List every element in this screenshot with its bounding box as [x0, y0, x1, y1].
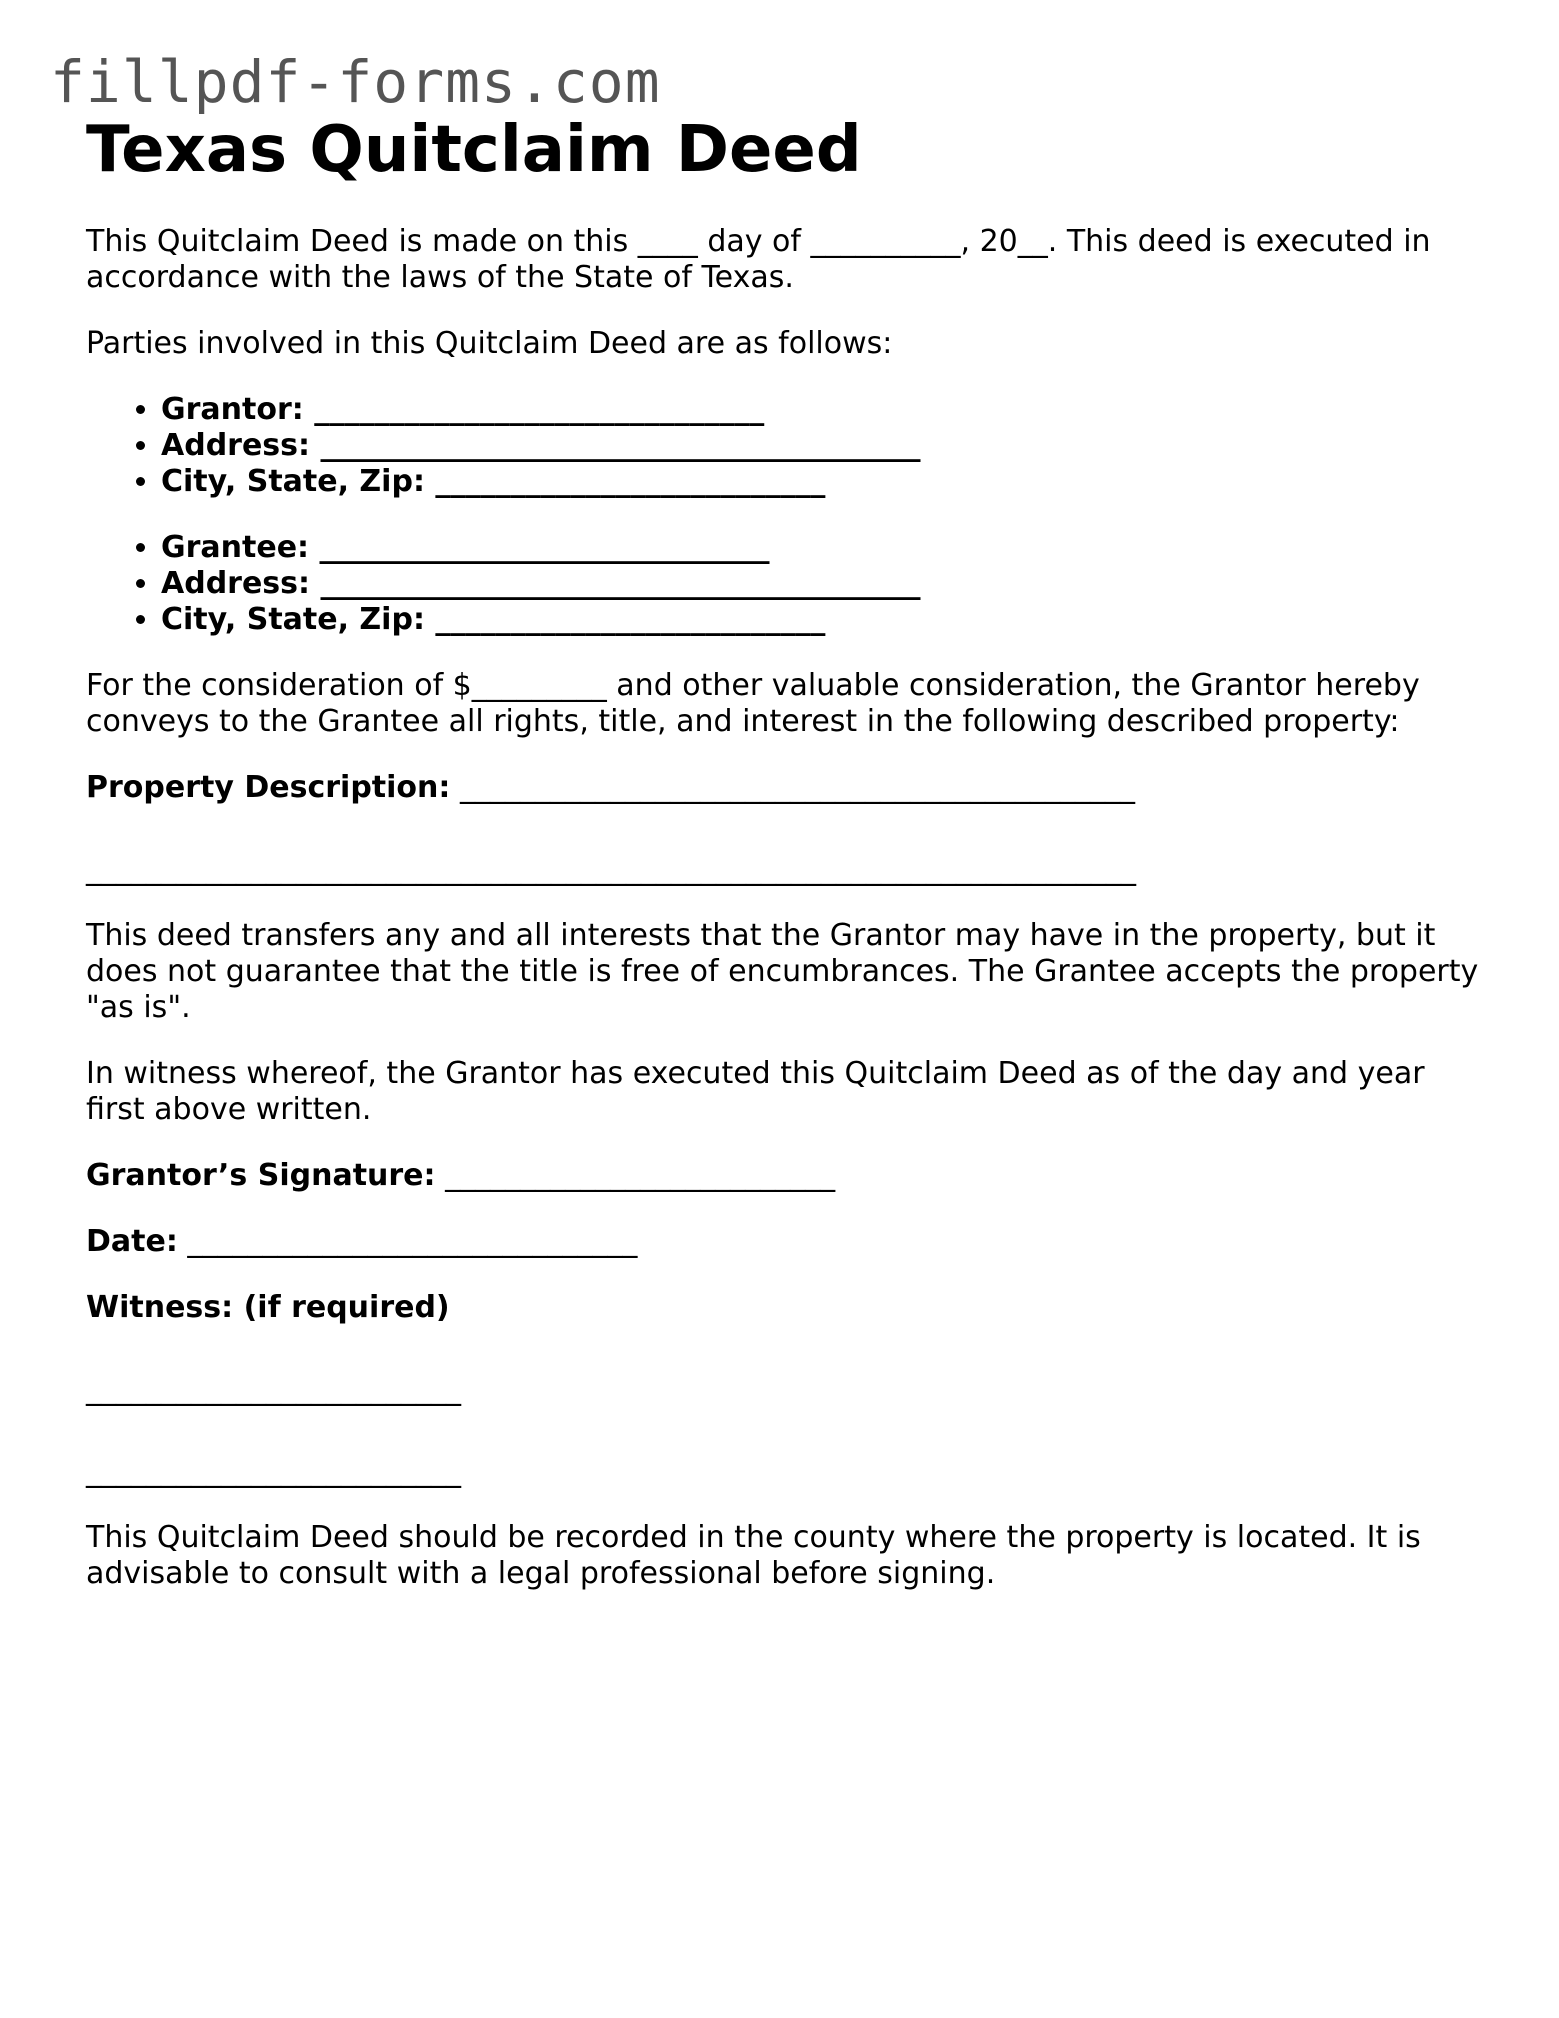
grantee-field[interactable]	[161, 530, 1486, 566]
grantee-city-field[interactable]	[161, 602, 1486, 638]
footer-note: This Quitclaim Deed should be recorded in the county where the property is located. It is advisable to consult with a legal professional before signing.	[86, 1520, 1421, 1591]
grantee-blank[interactable]: ______________________________	[319, 530, 770, 565]
property-description-blank[interactable]: _____________________________________________	[459, 770, 1135, 805]
grantor-label: Grantor:	[161, 392, 304, 427]
grantor-signature-blank[interactable]: __________________________	[445, 1158, 836, 1193]
parties-intro: Parties involved in this Quitclaim Deed are as follows:	[86, 326, 893, 361]
disclaimer-paragraph: This deed transfers any and all interests that the Grantor may have in the property, but it does not guarantee that the title is free of encumbrances. The Grantee accepts the property "as is".	[86, 918, 1479, 1025]
grantee-city-label: City, State, Zip:	[161, 602, 425, 637]
grantor-field[interactable]	[161, 392, 1486, 428]
grantee-address-label: Address:	[161, 566, 311, 601]
watermark-logo: fillpdf-forms.com	[50, 48, 661, 116]
grantee-address-blank[interactable]: ________________________________________	[320, 566, 921, 601]
grantee-address-field[interactable]	[161, 566, 1486, 602]
property-description-field[interactable]	[86, 770, 1486, 806]
date-label: Date:	[86, 1224, 178, 1259]
witness-line-2[interactable]: _________________________	[86, 1454, 461, 1489]
grantor-city-blank[interactable]: __________________________	[435, 464, 826, 499]
date-field[interactable]	[86, 1224, 1486, 1260]
date-blank[interactable]: ______________________________	[187, 1224, 638, 1259]
grantor-signature-label: Grantor’s Signature:	[86, 1158, 436, 1193]
grantor-list	[86, 392, 1486, 500]
property-description-label: Property Description:	[86, 770, 451, 805]
grantor-address-label: Address:	[161, 428, 311, 463]
document-page	[86, 110, 1486, 1592]
intro-paragraph: This Quitclaim Deed is made on this ____ day of __________, 20__. This deed is executed in accordance with the laws of the State of Texas.	[86, 224, 1431, 295]
property-description-line-2[interactable]: ______________________________________________________________________	[86, 852, 1136, 887]
grantor-address-field[interactable]	[161, 428, 1486, 464]
grantor-city-field[interactable]	[161, 464, 1486, 500]
grantor-city-label: City, State, Zip:	[161, 464, 425, 499]
witness-line-1[interactable]: _________________________	[86, 1372, 461, 1407]
grantor-address-blank[interactable]: ________________________________________	[320, 428, 921, 463]
grantor-blank[interactable]: ______________________________	[314, 392, 765, 427]
grantee-label: Grantee:	[161, 530, 310, 565]
grantee-list	[86, 530, 1486, 638]
grantor-signature-field[interactable]	[86, 1158, 1486, 1194]
page-title: Texas Quitclaim Deed	[86, 113, 862, 187]
consideration-paragraph: For the consideration of $_________ and other valuable consideration, the Grantor hereby conveys to the Grantee all rights, title, and interest in the following described property:	[86, 668, 1420, 739]
witness-label: Witness: (if required)	[86, 1290, 450, 1325]
witness-clause: In witness whereof, the Grantor has executed this Quitclaim Deed as of the day and year first above written.	[86, 1056, 1425, 1127]
grantee-city-blank[interactable]: __________________________	[435, 602, 826, 637]
